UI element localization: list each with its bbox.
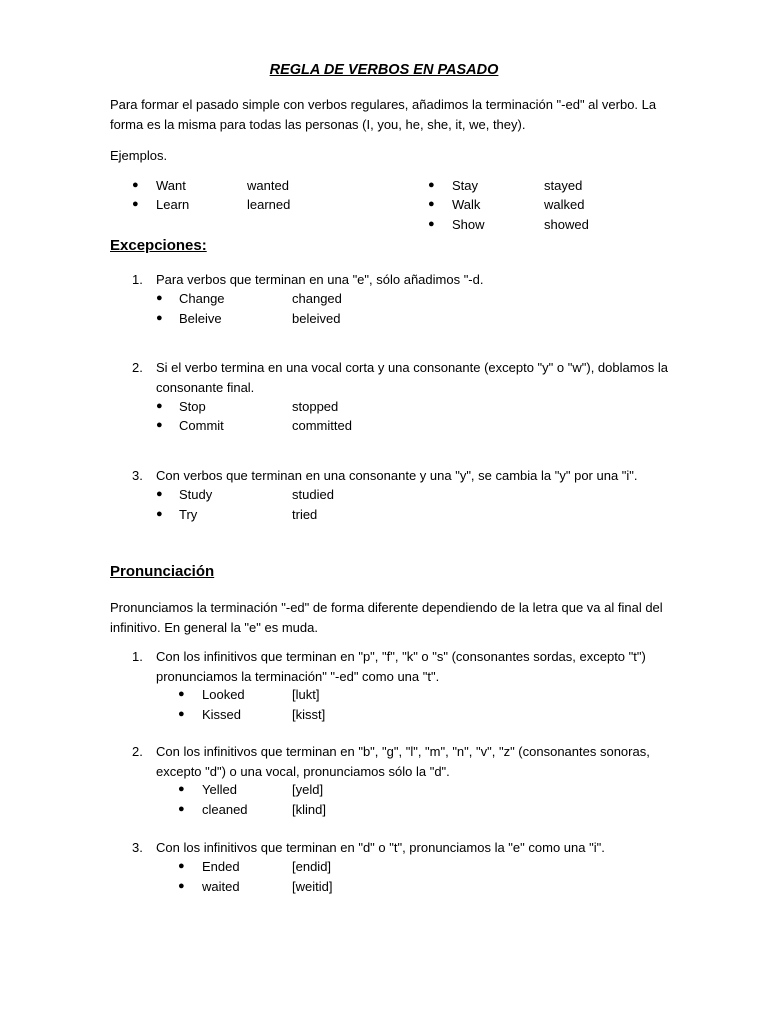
past-form: learned <box>247 197 291 212</box>
verb: Yelled <box>202 782 237 797</box>
bullet-icon: ● <box>178 708 185 720</box>
verb: Learn <box>156 197 190 212</box>
past-form: stayed <box>544 178 583 193</box>
pronunciation-form: [weitid] <box>292 879 333 894</box>
past-form: beleived <box>292 311 341 326</box>
pronunciation-rule-3 <box>110 838 670 858</box>
rule-text: Con los infinitivos que terminan en "d" o "t", pronunciamos la "e" como una "i". <box>156 840 605 855</box>
rule-text: Con los infinitivos que terminan en "p", "f", "k" o "s" (consonantes sordas, excepto "t") pronunciamos la terminación" "-ed" como una "t". <box>156 649 646 684</box>
bullet-icon: ● <box>132 198 139 210</box>
past-form: walked <box>544 197 585 212</box>
verb: Want <box>156 178 186 193</box>
list-number: 2. <box>132 744 143 759</box>
pronunciation-rule-2 <box>110 742 670 781</box>
verb: Try <box>179 507 198 522</box>
pronunciation-rule-1 <box>110 647 670 686</box>
verb: Kissed <box>202 707 242 722</box>
pronunciation-form: [lukt] <box>292 687 320 702</box>
verb: Show <box>452 217 485 232</box>
past-form: wanted <box>247 178 289 193</box>
list-number: 1. <box>132 272 143 287</box>
pronunciation-form: [yeld] <box>292 782 324 797</box>
bullet-icon: ● <box>132 179 139 191</box>
verb: Change <box>179 291 225 306</box>
verb: Stay <box>452 178 479 193</box>
bullet-icon: ● <box>428 179 435 191</box>
bullet-icon: ● <box>428 218 435 230</box>
bullet-icon: ● <box>178 688 185 700</box>
bullet-icon: ● <box>156 312 163 324</box>
rule-text: Con verbos que terminan en una consonante y una "y", se cambia la "y" por una "i". <box>156 468 638 483</box>
bullet-icon: ● <box>156 488 163 500</box>
list-number: 3. <box>132 468 143 483</box>
exception-rule-3 <box>110 466 670 486</box>
rule-text: Si el verbo termina en una vocal corta y una consonante (excepto "y" o "w"), doblamos la consonante final. <box>156 360 669 395</box>
list-number: 2. <box>132 360 143 375</box>
verb: Walk <box>452 197 481 212</box>
bullet-icon: ● <box>156 508 163 520</box>
past-form: showed <box>544 217 589 232</box>
pronunciation-form: [kisst] <box>292 707 326 722</box>
past-form: stopped <box>292 399 339 414</box>
verb: Stop <box>179 399 206 414</box>
exceptions-heading: Excepciones: <box>110 237 207 254</box>
intro-paragraph: Para formar el pasado simple con verbos regulares, añadimos la terminación "-ed" al verbo. La forma es la misma para todas las personas (I, you, he, she, it, we, they). <box>110 97 657 132</box>
bullet-icon: ● <box>178 880 185 892</box>
verb: cleaned <box>202 802 248 817</box>
rule-text: Con los infinitivos que terminan en "b", "g", "l", "m", "n", "v", "z" (consonantes sonoras, excepto "d") o una vocal, pronunciamos sólo la "d". <box>156 744 650 779</box>
list-number: 1. <box>132 649 143 664</box>
past-form: tried <box>292 507 318 522</box>
bullet-icon: ● <box>156 419 163 431</box>
rule-text: Para verbos que terminan en una "e", sólo añadimos "-d. <box>156 272 484 287</box>
bullet-icon: ● <box>156 400 163 412</box>
pronunciation-form: [klind] <box>292 802 326 817</box>
pronunciation-intro: Pronunciamos la terminación "-ed" de forma diferente dependiendo de la letra que va al final del infinitivo. En general la "e" es muda. <box>110 600 663 635</box>
verb: waited <box>202 879 240 894</box>
verb: Ended <box>202 859 240 874</box>
past-form: committed <box>292 418 352 433</box>
document-title: REGLA DE VERBOS EN PASADO <box>269 62 499 78</box>
bullet-icon: ● <box>428 198 435 210</box>
bullet-icon: ● <box>178 860 185 872</box>
list-number: 3. <box>132 840 143 855</box>
exception-rule-2 <box>110 358 670 397</box>
bullet-icon: ● <box>178 783 185 795</box>
pronunciation-heading: Pronunciación <box>110 563 215 580</box>
verb: Study <box>179 487 213 502</box>
examples-label: Ejemplos. <box>110 148 168 163</box>
verb: Looked <box>202 687 245 702</box>
pronunciation-form: [endid] <box>292 859 332 874</box>
past-form: studied <box>292 487 334 502</box>
bullet-icon: ● <box>156 292 163 304</box>
bullet-icon: ● <box>178 803 185 815</box>
exception-rule-1 <box>110 270 670 290</box>
verb: Beleive <box>179 311 222 326</box>
past-form: changed <box>292 291 342 306</box>
verb: Commit <box>179 418 224 433</box>
